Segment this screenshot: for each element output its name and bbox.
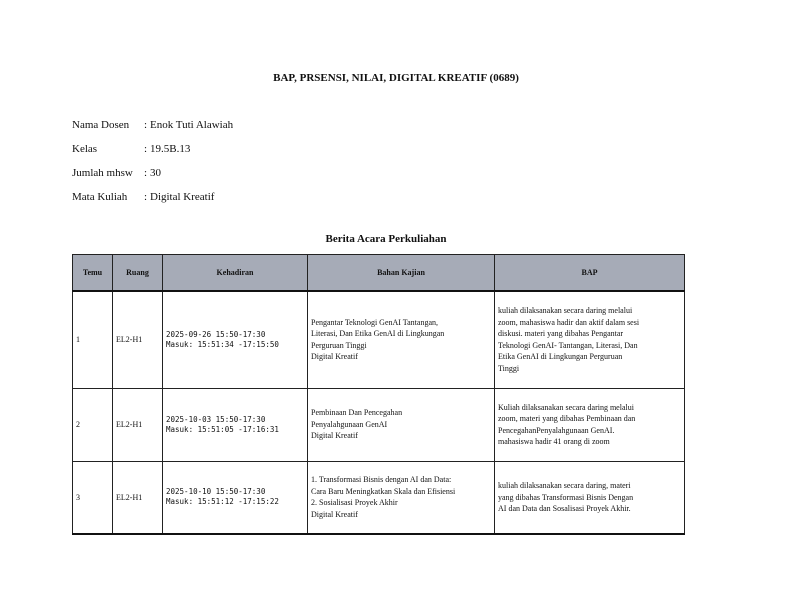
info-label: Nama Dosen — [72, 119, 130, 131]
header-temu: Temu — [73, 255, 113, 292]
bap-line: Tinggi — [498, 363, 520, 373]
bahan-line: Cara Baru Meningkatkan Skala dan Efisiensi — [311, 486, 456, 496]
bap-line: diskusi. materi yang dibahas Pengantar — [498, 329, 624, 339]
info-row-kelas — [72, 142, 233, 166]
info-value: Enok Tuti Alawiah — [150, 119, 234, 131]
cell-bahan-kajian — [308, 461, 495, 534]
header-kehadiran: Kehadiran — [163, 255, 308, 292]
info-value: Digital Kreatif — [150, 191, 215, 203]
bap-line: yang dibahas Transformasi Bisnis Dengan — [498, 492, 634, 502]
document-title: BAP, PRSENSI, NILAI, DIGITAL KREATIF (0689) — [273, 72, 519, 84]
cell-bap — [495, 291, 685, 388]
info-value: 19.5B.13 — [150, 143, 191, 155]
kehadiran-line: Masuk: 15:51:12 -17:15:22 — [166, 497, 279, 507]
table-row — [73, 291, 685, 388]
course-info — [72, 118, 233, 214]
cell-bahan-kajian — [308, 291, 495, 388]
cell-kehadiran — [163, 388, 308, 461]
bap-table — [72, 254, 685, 535]
bap-line: zoom, materi yang dibahas Pembinaan dan — [498, 414, 636, 423]
cell-bahan-kajian — [308, 388, 495, 461]
cell-temu: 2 — [73, 388, 113, 461]
info-label: Jumlah mhsw — [72, 167, 133, 179]
cell-ruang: EL2-H1 — [113, 461, 163, 534]
bahan-line: Perguruan Tinggi — [311, 340, 367, 350]
bahan-line: Digital Kreatif — [311, 509, 358, 519]
bap-line: zoom, mahasiswa hadir dan aktif dalam sesi — [498, 317, 640, 327]
bap-line: AI dan Data dan Sosalisasi Proyek Akhir. — [498, 504, 631, 513]
info-value: 30 — [150, 167, 161, 179]
bap-line: Etika GenAI di Lingkungan Perguruan — [498, 352, 623, 362]
cell-bap — [495, 388, 685, 461]
bahan-line: Digital Kreatif — [311, 431, 358, 441]
bahan-line: 1. Transformasi Bisnis dengan AI dan Data: — [311, 475, 452, 485]
info-separator: : — [144, 191, 148, 203]
bap-line: PencegahanPenyalahgunaan GenAI. — [498, 425, 615, 435]
kehadiran-line: 2025-10-03 15:50-17:30 — [166, 414, 266, 424]
bap-line: kuliah dilaksanakan secara daring, materi — [498, 481, 631, 490]
cell-temu: 3 — [73, 461, 113, 534]
cell-ruang: EL2-H1 — [113, 388, 163, 461]
cell-ruang: EL2-H1 — [113, 291, 163, 388]
table-header-row — [73, 255, 685, 292]
bahan-line: Literasi, Dan Etika GenAI di Lingkungan — [311, 329, 445, 339]
bahan-line: Digital Kreatif — [311, 352, 358, 362]
header-bahan-kajian: Bahan Kajian — [308, 255, 495, 292]
info-separator: : — [144, 119, 148, 131]
info-separator: : — [144, 167, 148, 179]
table-row — [73, 461, 685, 534]
kehadiran-line: Masuk: 15:51:05 -17:16:31 — [166, 424, 279, 434]
bap-line: Teknologi GenAI- Tantangan, Literasi, Dan — [498, 340, 638, 350]
header-ruang: Ruang — [113, 255, 163, 292]
bahan-line: 2. Sosialisasi Proyek Akhir — [311, 498, 398, 508]
cell-kehadiran — [163, 461, 308, 534]
bap-line: kuliah dilaksanakan secara daring melalui — [498, 306, 633, 316]
info-separator: : — [144, 143, 148, 155]
cell-temu: 1 — [73, 291, 113, 388]
bahan-line: Pengantar Teknologi GenAI Tantangan, — [311, 317, 438, 327]
info-row-dosen — [72, 118, 233, 142]
bahan-line: Penyalahgunaan GenAI — [311, 419, 388, 429]
info-row-matakuliah — [72, 190, 233, 214]
cell-kehadiran — [163, 291, 308, 388]
cell-bap — [495, 461, 685, 534]
bap-line: mahasiswa hadir 41 orang di zoom — [498, 437, 610, 446]
bahan-line: Pembinaan Dan Pencegahan — [311, 408, 403, 418]
info-label: Kelas — [72, 143, 98, 155]
header-bap: BAP — [495, 255, 685, 292]
kehadiran-line: Masuk: 15:51:34 -17:15:50 — [166, 339, 279, 349]
bap-line: Kuliah dilaksanakan secara daring melalui — [498, 402, 634, 412]
info-label: Mata Kuliah — [72, 191, 128, 203]
kehadiran-line: 2025-09-26 15:50-17:30 — [166, 329, 266, 339]
table-row — [73, 388, 685, 461]
info-row-jumlah — [72, 166, 233, 190]
section-title: Berita Acara Perkuliahan — [325, 233, 447, 245]
kehadiran-line: 2025-10-10 15:50-17:30 — [166, 487, 266, 497]
